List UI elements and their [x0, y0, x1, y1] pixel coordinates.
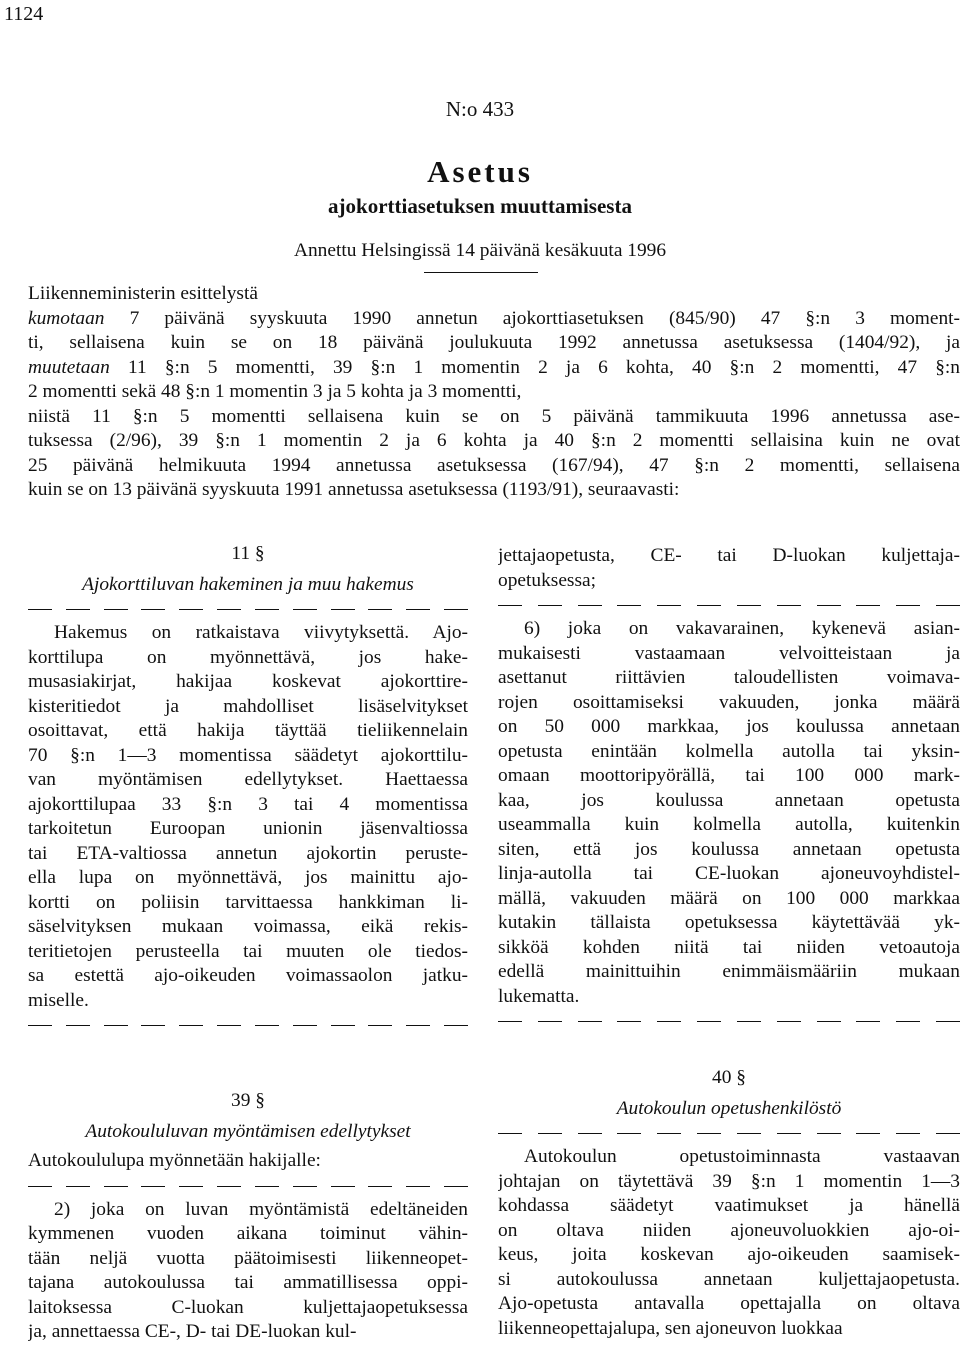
section-number: 40 § — [712, 1067, 746, 1088]
text-line: van myöntämisen edellytykset. Haettaessa — [28, 769, 468, 790]
text-line: kaa, jos koulussa annetaan opetusta — [498, 789, 960, 811]
preamble-line: Liikenneministerin esittelystä — [28, 283, 258, 304]
section-39 — [28, 1089, 468, 1345]
text-line: opetuksessa; — [498, 569, 597, 591]
text-line: jettajaopetusta, CE- tai D-luokan kuljettaja- — [498, 545, 960, 566]
text-line: ajokorttilupaa 33 §:n 3 tai 4 momentissa — [28, 793, 468, 815]
omission-dashes — [28, 1019, 468, 1031]
text-line: tai ETA-valtiossa annetun ajokortin peruste- — [28, 842, 468, 864]
text-line: opetusta enintään kolmella autolla tai yksin- — [498, 740, 960, 762]
section-intro: Autokoululupa myönnetään hakijalle: — [28, 1150, 321, 1171]
text-line: siten, että jos koulussa annetaan opetusta — [498, 838, 960, 860]
text-line: säselvityksen mukaan voimassa, eikä rekis- — [28, 916, 468, 937]
preamble-line: 2 momentti sekä 48 §:n 1 momentin 3 ja 5 kohta ja 3 momentti, — [28, 381, 522, 402]
text-line: omaan moottoripyörällä, tai 100 000 mark- — [498, 765, 960, 786]
omission-dashes — [28, 1180, 468, 1192]
text-line: musasiakirjat, hakijaa koskevat ajokorttire- — [28, 671, 468, 692]
italic-keyword: kumotaan — [28, 307, 105, 329]
text-line: liikenneopettajalupa, sen ajoneuvon luokkaa — [498, 1317, 843, 1339]
text-line: mukaisesti vastaamaan velvoitteistaan ja — [498, 642, 960, 664]
omission-dashes — [498, 1127, 960, 1139]
page-number: 1124 — [4, 3, 44, 25]
section-40 — [498, 1066, 960, 1341]
section-body — [28, 1198, 468, 1345]
text-line: kohdassa säädetyt vaatimukset ja hänellä — [498, 1195, 960, 1216]
text-line: miselle. — [28, 989, 89, 1011]
preamble-line: muutetaan 11 §:n 5 momentti, 39 §:n 1 momentin 2 ja 6 kohta, 40 §:n 2 momentti, 47 §:n — [28, 356, 960, 378]
omission-dashes — [498, 599, 960, 611]
text-line: on 50 000 markkaa, jos koulussa annetaan — [498, 716, 960, 737]
text-line: korttilupa on myönnettävä, jos hake- — [28, 646, 468, 668]
text-line: sikköä kohden niitä tai niiden vetoautoja — [498, 936, 960, 958]
section-number: 11 § — [231, 543, 265, 564]
text-line: kymmenen vuoden aikana toiminut vähin- — [28, 1223, 468, 1244]
section-11 — [28, 542, 468, 1037]
text-line: 6) joka on vakavarainen, kykenevä asian- — [524, 618, 960, 639]
text-line: edellä mainittuihin enimmäismääriin mukaan — [498, 961, 960, 982]
text-line: ja, annettaessa CE-, D- tai DE-luokan kul- — [28, 1321, 357, 1342]
preamble-line: tuksessa (2/96), 39 §:n 1 momentin 2 ja 6 kohta ja 40 §:n 2 momentti sellaisina kuin ne ovat — [28, 430, 960, 451]
text-line: rojen osoittamiseksi vakuuden, jonka määrä — [498, 691, 960, 713]
preamble-line: kumotaan 7 päivänä syyskuuta 1990 annetun ajokorttiasetuksen (845/90) 47 §:n 3 moment- — [28, 307, 960, 329]
issued-date: Annettu Helsingissä 14 päivänä kesäkuuta 1996 — [293, 240, 667, 261]
item-6-body — [498, 617, 960, 1009]
text-line: linja-autolla tai CE-luokan ajoneuvoyhdistel- — [498, 863, 960, 884]
text-line: keus, joita koskevan ajo-oikeuden saamisek- — [498, 1244, 960, 1265]
text-line: kutakin tällaista opetuksessa käytettävää yk- — [498, 912, 960, 933]
text-line: tarkoitetun Euroopan unionin jäsenvaltiossa — [28, 818, 468, 839]
text-line: mällä, vakuuden määrä on 100 000 markkaa — [498, 887, 960, 909]
section-body — [498, 1145, 960, 1341]
preamble-line: 25 päivänä helmikuuta 1994 annetussa asetuksessa (167/94), 47 §:n 2 momentti, sellaisena — [28, 454, 960, 476]
text-line: laitoksessa C-luokan kuljettajaopetuksessa — [28, 1296, 468, 1318]
section-39-continued — [498, 544, 960, 1033]
act-title: Asetus — [427, 154, 533, 189]
text-line: kisteritiedot ja mahdolliset lisäselvitykset — [28, 695, 468, 717]
section-heading: Autokoululuvan myöntämisen edellytykset — [85, 1120, 411, 1142]
text-line: Ajo-opetusta antavalla opettajalla on oltava — [498, 1293, 960, 1314]
title-rule — [424, 272, 538, 273]
text-line: ella lupa on myönnettävä, jos mainittu ajo- — [28, 867, 468, 888]
text-line: teritietojen perusteella tai muuten ole tiedos- — [28, 940, 468, 962]
text-line: on oltava niiden ajoneuvoluokkien ajo-oi- — [498, 1219, 960, 1241]
text-line: Autokoulun opetustoiminnasta vastaavan — [524, 1146, 960, 1167]
section-number: 39 § — [231, 1090, 265, 1111]
preamble-line: ti, sellaisena kuin se on 18 päivänä joulukuuta 1992 annetussa asetuksessa (1404/92), ja — [28, 332, 960, 353]
text-line: useammalla kuin kolmella autolla, kuitenkin — [498, 814, 960, 835]
section-heading: Autokoulun opetushenkilöstö — [616, 1097, 842, 1119]
act-subtitle: ajokorttiasetuksen muuttamisesta — [328, 194, 632, 218]
act-number: N:o 433 — [445, 97, 515, 121]
text-line: sa estettä ajo-oikeuden voimassaolon jatku- — [28, 965, 468, 986]
text-line: kortti on poliisin tarvittaessa hankkiman li- — [28, 891, 468, 913]
text-line: asettanut riittävien taloudellisten voimava- — [498, 667, 960, 688]
section-body — [28, 621, 468, 1013]
continuation-body — [498, 544, 960, 593]
omission-dashes — [28, 603, 468, 615]
preamble — [28, 282, 960, 503]
text-line: osoittavat, että hakija täyttää tieliikennelain — [28, 720, 468, 741]
text-line: 70 §:n 1—3 momentissa säädetyt ajokorttilu- — [28, 744, 468, 766]
section-heading: Ajokorttiluvan hakeminen ja muu hakemus — [82, 573, 414, 595]
text-line: tään neljä vuotta päätoimisesti liikenneopet- — [28, 1247, 468, 1269]
text-line: johtajan on täytettävä 39 §:n 1 momentin 1—3 — [498, 1170, 960, 1192]
text-line: tajana autokoulussa tai ammatillisessa oppi- — [28, 1272, 468, 1293]
text-line: si autokoulussa annetaan kuljettajaopetusta. — [498, 1268, 960, 1290]
text-line: lukematta. — [498, 985, 580, 1007]
text-line: 2) joka on luvan myöntämistä edeltäneiden — [54, 1198, 468, 1220]
omission-dashes — [498, 1015, 960, 1027]
italic-keyword: muutetaan — [28, 356, 110, 378]
preamble-line: kuin se on 13 päivänä syyskuuta 1991 annetussa asetuksessa (1193/91), seuraavasti: — [28, 479, 680, 500]
text-line: Hakemus on ratkaistava viivytyksettä. Ajo- — [54, 622, 468, 643]
preamble-line: niistä 11 §:n 5 momentti sellaisena kuin se on 5 päivänä tammikuuta 1996 annetussa ase- — [28, 405, 960, 427]
